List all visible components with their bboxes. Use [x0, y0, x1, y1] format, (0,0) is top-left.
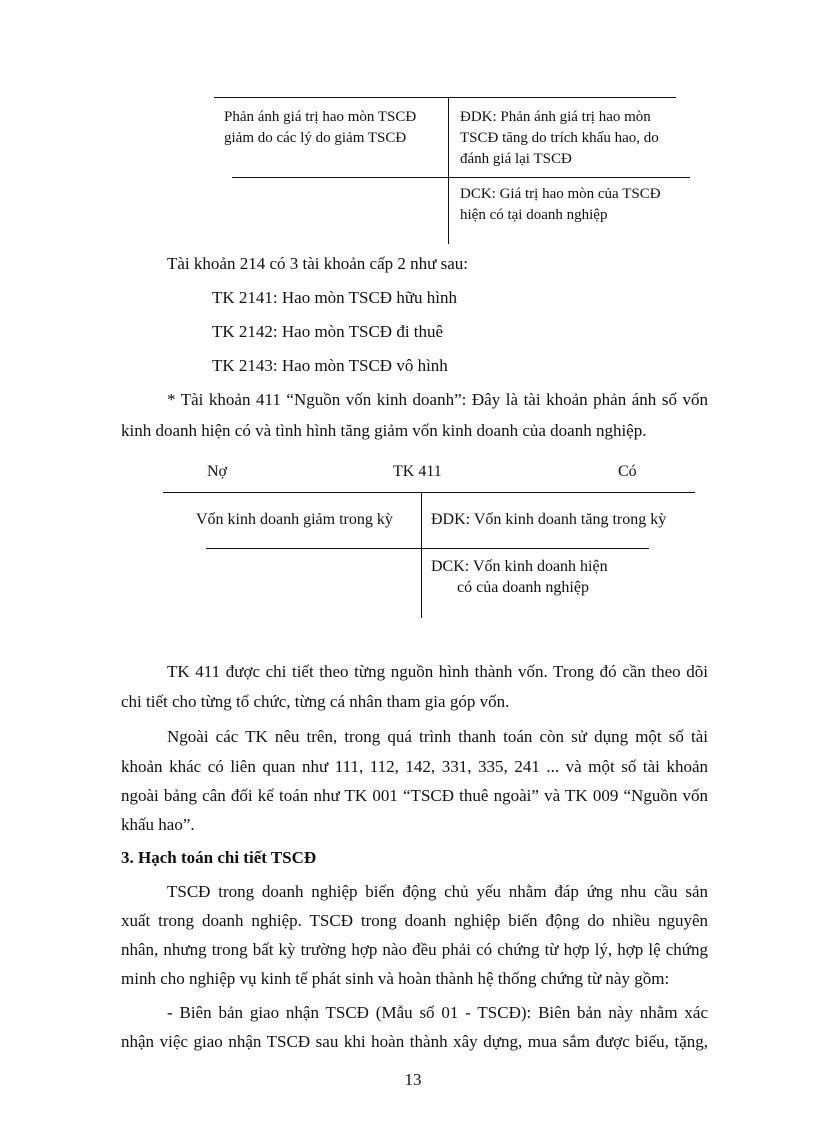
t-account-214-credit-dck: DCK: Giá trị hao mòn của TSCĐ hiện có tại doanh nghiệp [460, 186, 661, 223]
section-3-paragraph-1-line-3: nhân, nhưng trong bất kỳ trường hợp nào đều phải có chứng từ hợp lý, hợp lệ chứng [121, 940, 708, 959]
t-account-411-vertical-rule [421, 492, 422, 618]
subaccount-item: TK 2143: Hao mòn TSCĐ vô hình [212, 356, 448, 375]
t-account-214-top-rule [214, 97, 676, 98]
paragraph-1-line-2: chi tiết cho từng tổ chức, từng cá nhân tham gia góp vốn. [121, 692, 510, 711]
section-3-paragraph-1-line-1: TSCĐ trong doanh nghiệp biến động chủ yếu nhằm đáp ứng nhu cầu sản [167, 882, 708, 901]
paragraph-2-line-1: Ngoài các TK nêu trên, trong quá trình thanh toán còn sử dụng một số tài [167, 727, 708, 746]
t-account-411-credit-label: Có [618, 463, 637, 480]
account-411-intro-line-2: kinh doanh hiện có và tình hình tăng giảm vốn kinh doanh của doanh nghiệp. [121, 421, 647, 440]
subaccount-item: TK 2142: Hao mòn TSCĐ đi thuê [212, 322, 444, 341]
t-account-411-debit-label: Nợ [207, 463, 228, 480]
t-account-411-credit-dck-line-2: có của doanh nghiệp [457, 579, 589, 596]
t-account-411-credit-ddk: ĐDK: Vốn kinh doanh tăng trong kỳ [431, 511, 667, 528]
paragraph-2-line-3: ngoài bảng cân đối kế toán như TK 001 “TSCĐ thuê ngoài” và TK 009 “Nguồn vốn [121, 786, 708, 805]
t-account-214-debit-text: Phản ánh giá trị hao mòn TSCĐ giảm do các lý do giảm TSCĐ [224, 109, 417, 146]
paragraph-2-line-4: khấu hao”. [121, 815, 195, 834]
page-number: 13 [404, 1070, 422, 1089]
section-3-paragraph-1-line-4: minh cho nghiệp vụ kinh tế phát sinh và hoàn thành hệ thống chứng từ này gồm: [121, 969, 670, 988]
t-account-411-top-rule [163, 492, 695, 493]
account-411-intro-line-1: * Tài khoản 411 “Nguồn vốn kinh doanh”: Đây là tài khoản phản ánh số vốn [167, 390, 708, 409]
paragraph-1-line-1: TK 411 được chi tiết theo từng nguồn hình thành vốn. Trong đó cần theo dõi [167, 662, 708, 681]
section-3-paragraph-2-line-1: - Biên bản giao nhận TSCĐ (Mẫu số 01 - TSCĐ): Biên bản này nhằm xác [167, 1003, 708, 1022]
t-account-214-vertical-rule [448, 97, 449, 244]
t-account-411-credit-dck-line-1: DCK: Vốn kinh doanh hiện [431, 558, 608, 575]
t-account-411-debit-text: Vốn kinh doanh giảm trong kỳ [196, 511, 393, 528]
section-3-paragraph-2-line-2: nhận việc giao nhận TSCĐ sau khi hoàn thành xây dựng, mua sắm được biếu, tặng, [121, 1032, 708, 1051]
section-3-heading: 3. Hạch toán chi tiết TSCĐ [121, 848, 317, 867]
subaccounts-intro: Tài khoản 214 có 3 tài khoản cấp 2 như sau: [167, 254, 468, 273]
t-account-214-mid-rule [232, 177, 690, 178]
subaccount-item: TK 2141: Hao mòn TSCĐ hữu hình [212, 288, 458, 307]
t-account-411-mid-rule [206, 548, 649, 549]
section-3-paragraph-1-line-2: xuất trong doanh nghiệp. TSCĐ trong doanh nghiệp biến động do nhiều nguyên [121, 911, 708, 930]
t-account-411-title: TK 411 [393, 463, 442, 480]
t-account-214-credit-ddk: ĐDK: Phản ánh giá trị hao mòn TSCĐ tăng do trích khấu hao, do đánh giá lại TSCĐ [460, 109, 659, 167]
paragraph-2-line-2: khoản khác có liên quan như 111, 112, 142, 331, 335, 241 ... và một số tài khoản [121, 757, 708, 776]
